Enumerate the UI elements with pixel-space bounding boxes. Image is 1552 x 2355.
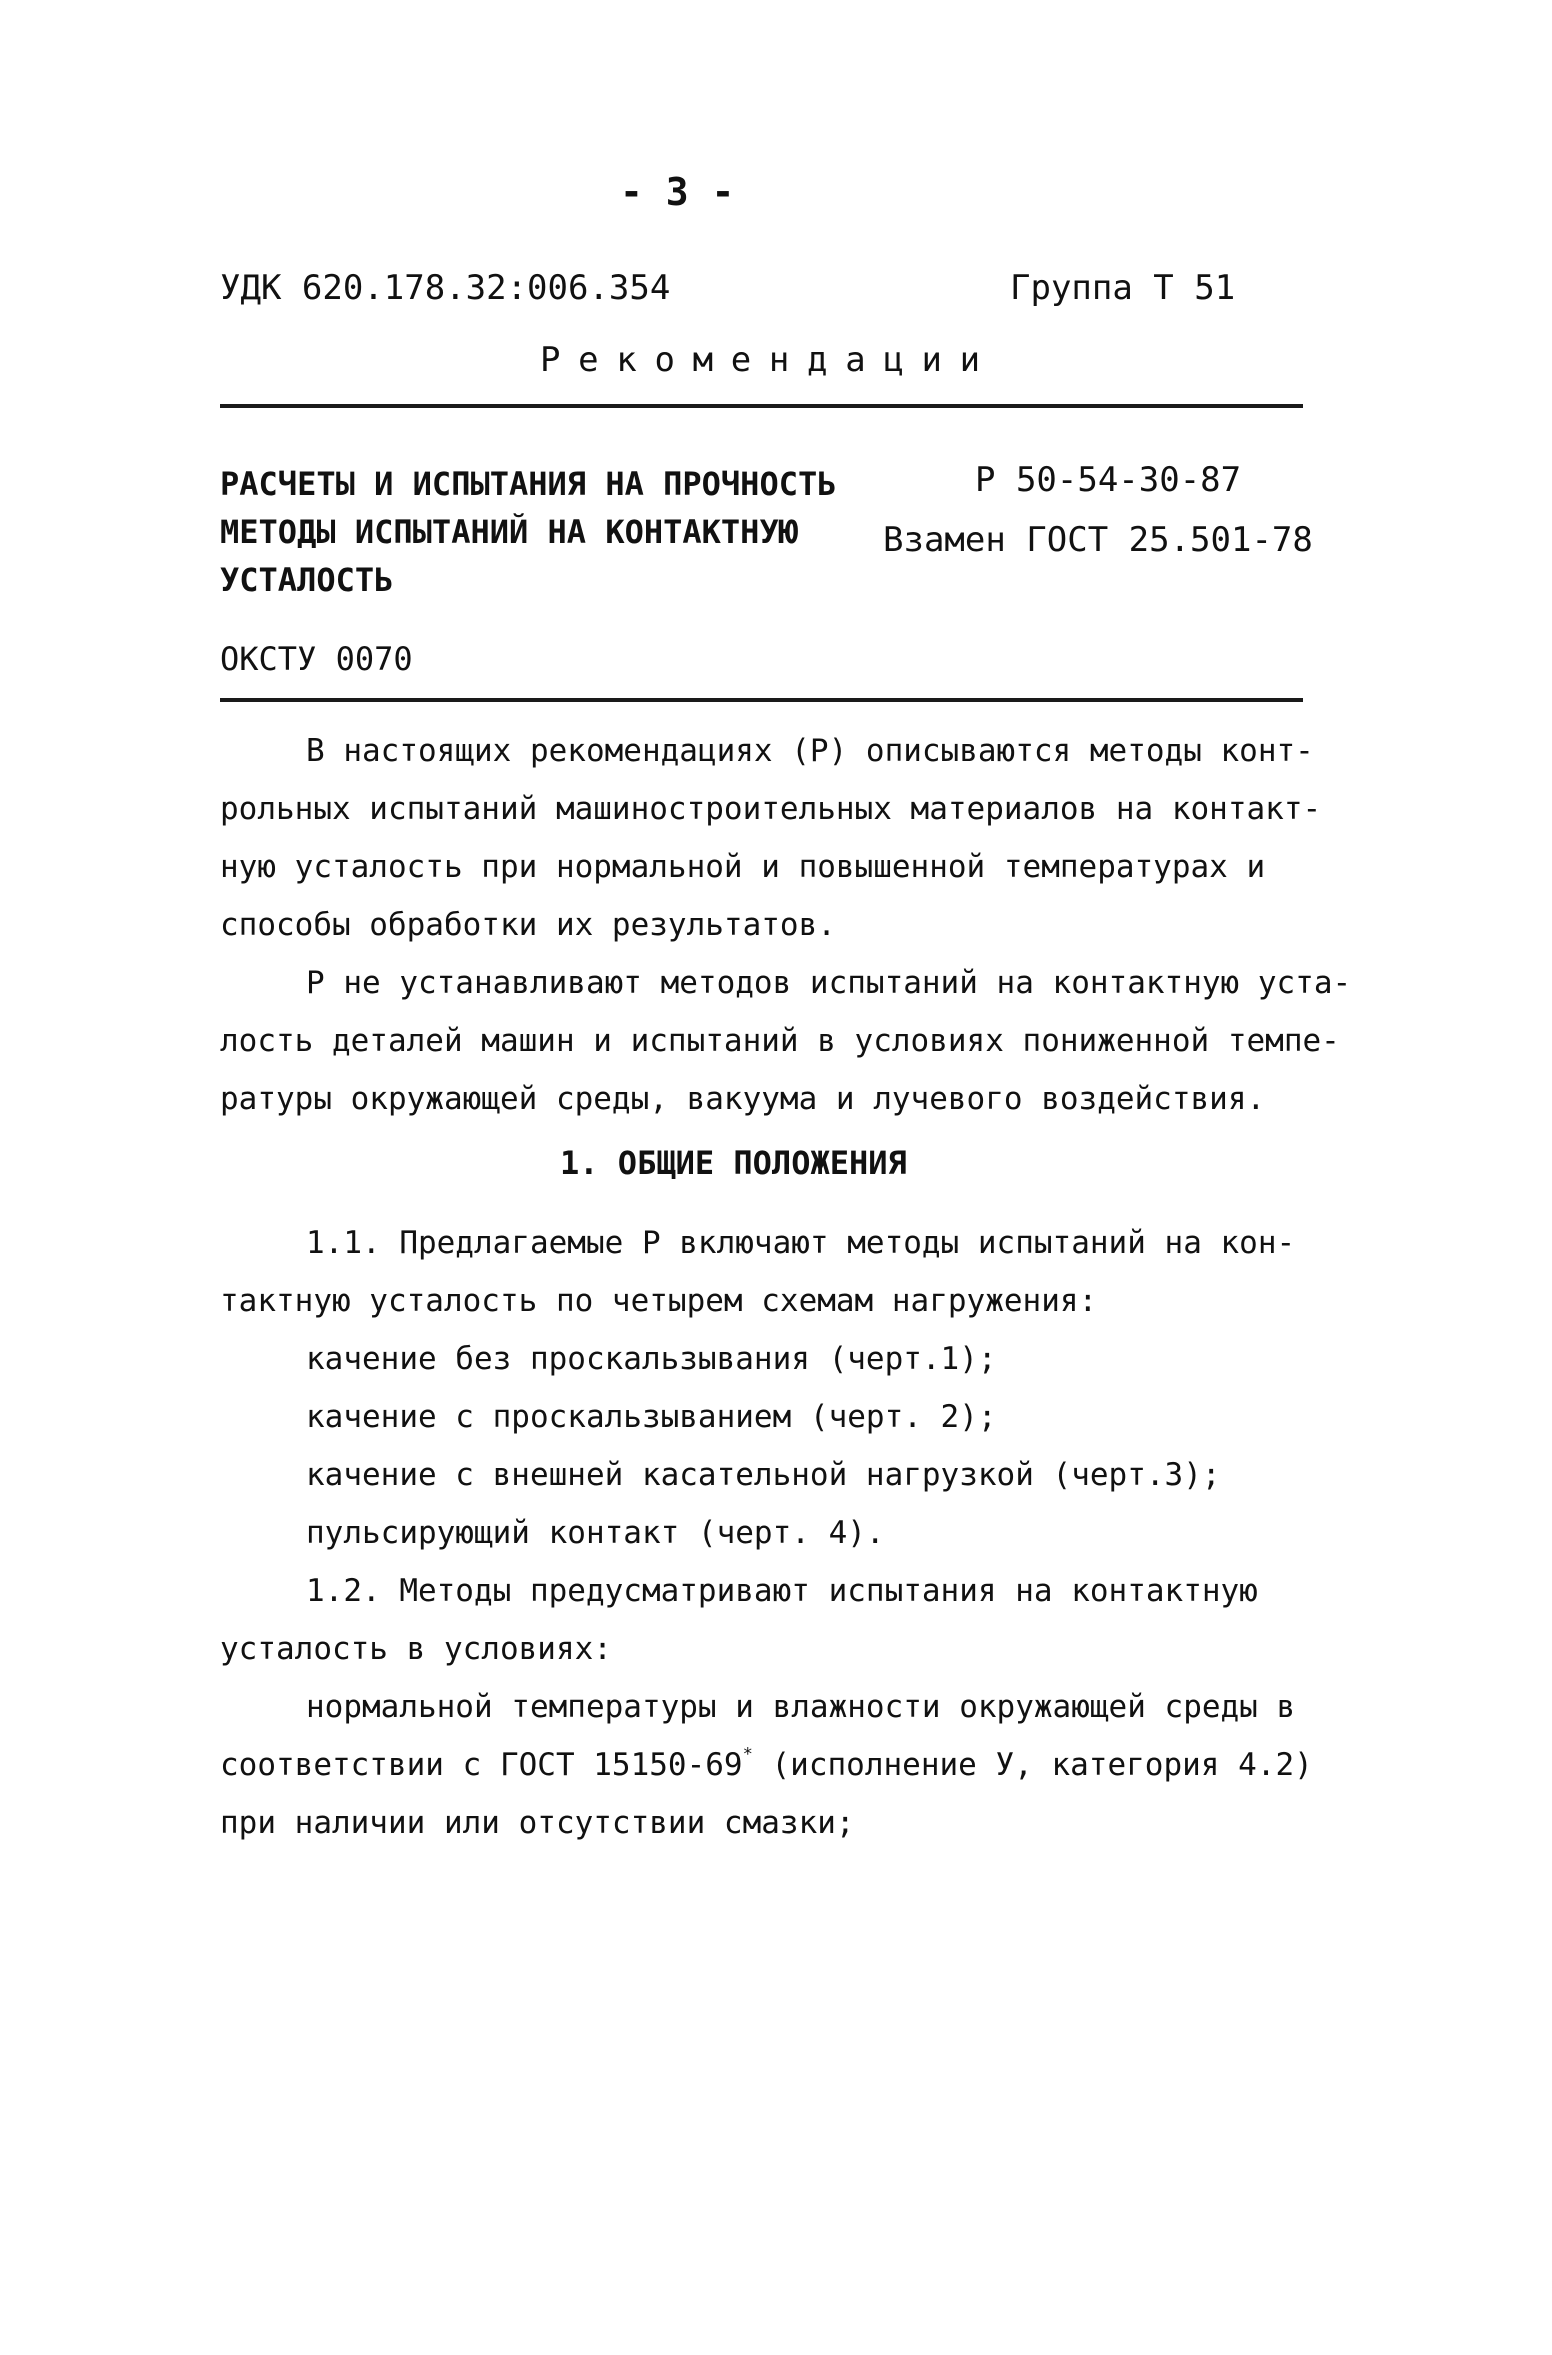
title-line: МЕТОДЫ ИСПЫТАНИЙ НА КОНТАКТНУЮ: [220, 513, 798, 551]
text-line: Р не устанавливают методов испытаний на контактную уста-: [306, 965, 1352, 1001]
clause-1-1: [220, 1214, 1303, 1330]
clause-1-2: [220, 1562, 1303, 1678]
text-line: нормальной температуры и влажности окружающей среды в: [306, 1689, 1296, 1725]
condition-paragraph: [220, 1678, 1313, 1852]
loading-schemes-list: [220, 1330, 1303, 1562]
page-number: - 3 -: [620, 170, 735, 214]
replaces-standard: Взамен ГОСТ 25.501-78: [883, 520, 1313, 560]
document-title: [220, 460, 837, 604]
title-line: УСТАЛОСТЬ: [220, 561, 394, 599]
top-divider: [220, 404, 1303, 408]
title-line: РАСЧЕТЫ И ИСПЫТАНИЯ НА ПРОЧНОСТЬ: [220, 465, 837, 503]
list-item: качение с внешней касательной нагрузкой (черт.3);: [306, 1457, 1221, 1493]
text-line: лость деталей машин и испытаний в условиях пониженной темпе-: [220, 1023, 1340, 1059]
text-segment: соответствии с ГОСТ 15150-69: [220, 1747, 743, 1783]
text-line: В настоящих рекомендациях (Р) описываются методы конт-: [306, 733, 1314, 769]
text-segment: (исполнение У, категория 4.2): [752, 1747, 1313, 1783]
intro-paragraph: [220, 722, 1322, 954]
text-line: усталость в условиях:: [220, 1631, 612, 1667]
text-line: при наличии или отсутствии смазки;: [220, 1805, 855, 1841]
list-item: качение с проскальзыванием (черт. 2);: [306, 1399, 997, 1435]
list-item: пульсирующий контакт (черт. 4).: [306, 1515, 885, 1551]
section-heading: 1. ОБЩИЕ ПОЛОЖЕНИЯ: [560, 1144, 907, 1182]
text-line: рольных испытаний машиностроительных материалов на контакт-: [220, 791, 1322, 827]
footnote-mark: *: [742, 1744, 753, 1765]
text-line: 1.2. Методы предусматривают испытания на контактную: [306, 1573, 1258, 1609]
document-designation: Р 50-54-30-87: [975, 460, 1242, 500]
text-line: способы обработки их результатов.: [220, 907, 836, 943]
oksu-code: ОКСТУ 0070: [220, 640, 413, 678]
scope-paragraph: [220, 954, 1352, 1128]
document-type: Рекомендации: [540, 340, 998, 380]
list-item: качение без проскальзывания (черт.1);: [306, 1341, 997, 1377]
group-code: Группа Т 51: [1010, 268, 1236, 308]
bottom-divider: [220, 698, 1303, 702]
text-line: тактную усталость по четырем схемам нагружения:: [220, 1283, 1098, 1319]
udk-code: УДК 620.178.32:006.354: [220, 268, 671, 308]
text-line: ратуры окружающей среды, вакуума и лучевого воздействия.: [220, 1081, 1266, 1117]
text-line: 1.1. Предлагаемые Р включают методы испытаний на кон-: [306, 1225, 1296, 1261]
text-line: ную усталость при нормальной и повышенной температурах и: [220, 849, 1266, 885]
text-line: [220, 1736, 1313, 1794]
